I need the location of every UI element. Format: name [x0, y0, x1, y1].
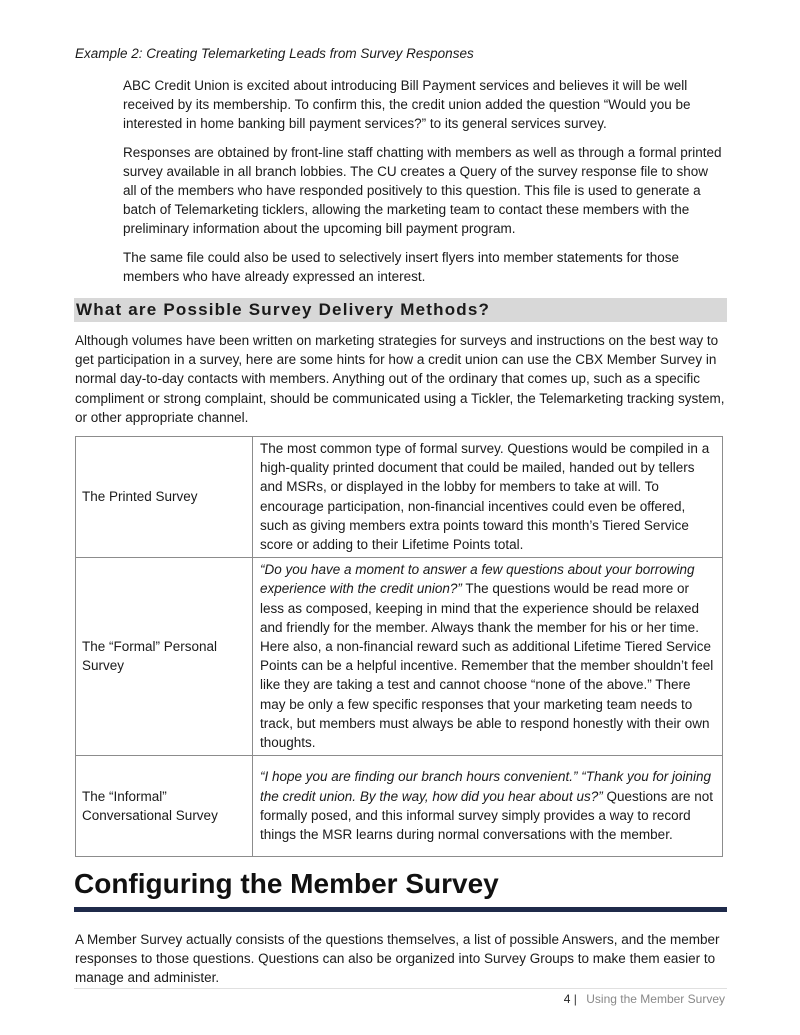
- footer-separator: |: [573, 992, 577, 1006]
- paragraph-text: Responses are obtained by front-line staff chatting with members as well as through a formal printed survey available in all branch lobbies. The CU creates a Query of the survey response file to show all of the members who have responded positively to this question. This file is used to generate a batch of Telemarketing ticklers, allowing the marketing team to contact these members with the preliminary information about the upcoming bill payment program.: [123, 145, 722, 236]
- description-text: The questions would be read more or less as composed, keeping in mind that the experience should be relaxed and friendly for the member. Always thank the member for his or her time. Here also, a non-financial reward such as additional Lifetime Tiered Service Points can be a helpful incentive. Remember that the member shouldn’t feel like they are taking a test and cannot choose “none of the above.” There may be only a few specific responses that your marketing team needs to track, but members must always be able to respond honestly with their own thoughts.: [260, 581, 714, 751]
- method-description: [253, 756, 723, 857]
- table-row: [76, 437, 723, 558]
- page-number: 4: [563, 992, 571, 1006]
- example-paragraph-2: [123, 143, 723, 238]
- paragraph-text: ABC Credit Union is excited about introducing Bill Payment services and believes it will be well received by its membership. To confirm this, the credit union added the question “Would you be interested in home banking bill payment services?” to its general services survey.: [123, 78, 691, 131]
- table-row: [76, 756, 723, 857]
- heading-underline: [74, 907, 727, 912]
- paragraph-text: The same file could also be used to selectively insert flyers into member statements for those members who have already expressed an interest.: [123, 250, 680, 284]
- method-description: [253, 558, 723, 756]
- description-quote: “I hope you are finding our branch hours convenient.” “Thank you for joining the credit union. By the way, how did you hear about us?”: [260, 769, 712, 804]
- method-description: [253, 437, 723, 558]
- footer-doc-title: Using the Member Survey: [586, 992, 725, 1006]
- page-footer: [564, 992, 725, 1006]
- method-label: The “Formal” Personal Survey: [76, 558, 253, 756]
- delivery-methods-table: [75, 436, 723, 857]
- footer-divider: [74, 988, 727, 989]
- example-paragraph-3: [123, 248, 723, 286]
- description-text: Questions are not formally posed, and this informal survey simply provides a way to record things the MSR learns during normal conversations with the member.: [260, 788, 714, 842]
- delivery-intro-paragraph: Although volumes have been written on marketing strategies for surveys and instructions on the best way to get participation in a survey, here are some hints for how a credit union can use the CBX Member Survey in normal day-to-day contacts with members. Anything out of the ordinary that comes up, such as a specific compliment or strong complaint, should be communicated using a Tickler, the Telemarketing tracking system, or other appropriate channel.: [75, 333, 725, 425]
- description-text: The most common type of formal survey. Questions would be compiled in a high-quality printed document that could be mailed, handed out by tellers and MSRs, or displayed in the lobby for members to take at will. To encourage participation, non-financial incentives could even be offered, such as giving members extra points toward this month’s Tiered Service score or adding to their Lifetime Points total.: [260, 441, 710, 553]
- table-row: [76, 558, 723, 756]
- description-quote: “Do you have a moment to answer a few questions about your borrowing experience with the credit union?”: [260, 562, 695, 597]
- configuring-paragraph: A Member Survey actually consists of the questions themselves, a list of possible Answers, and the member responses to those questions. Questions can also be organized into Survey Groups to make them easier to manage and administer.: [75, 932, 720, 986]
- example-paragraph-1: [123, 76, 723, 133]
- method-label: The “Informal” Conversational Survey: [76, 756, 253, 857]
- example-title: Example 2: Creating Telemarketing Leads from Survey Responses: [75, 46, 474, 61]
- section-heading-configuring: Configuring the Member Survey: [74, 868, 499, 899]
- method-label: The Printed Survey: [76, 437, 253, 558]
- section-heading-delivery: What are Possible Survey Delivery Methods?: [74, 298, 727, 322]
